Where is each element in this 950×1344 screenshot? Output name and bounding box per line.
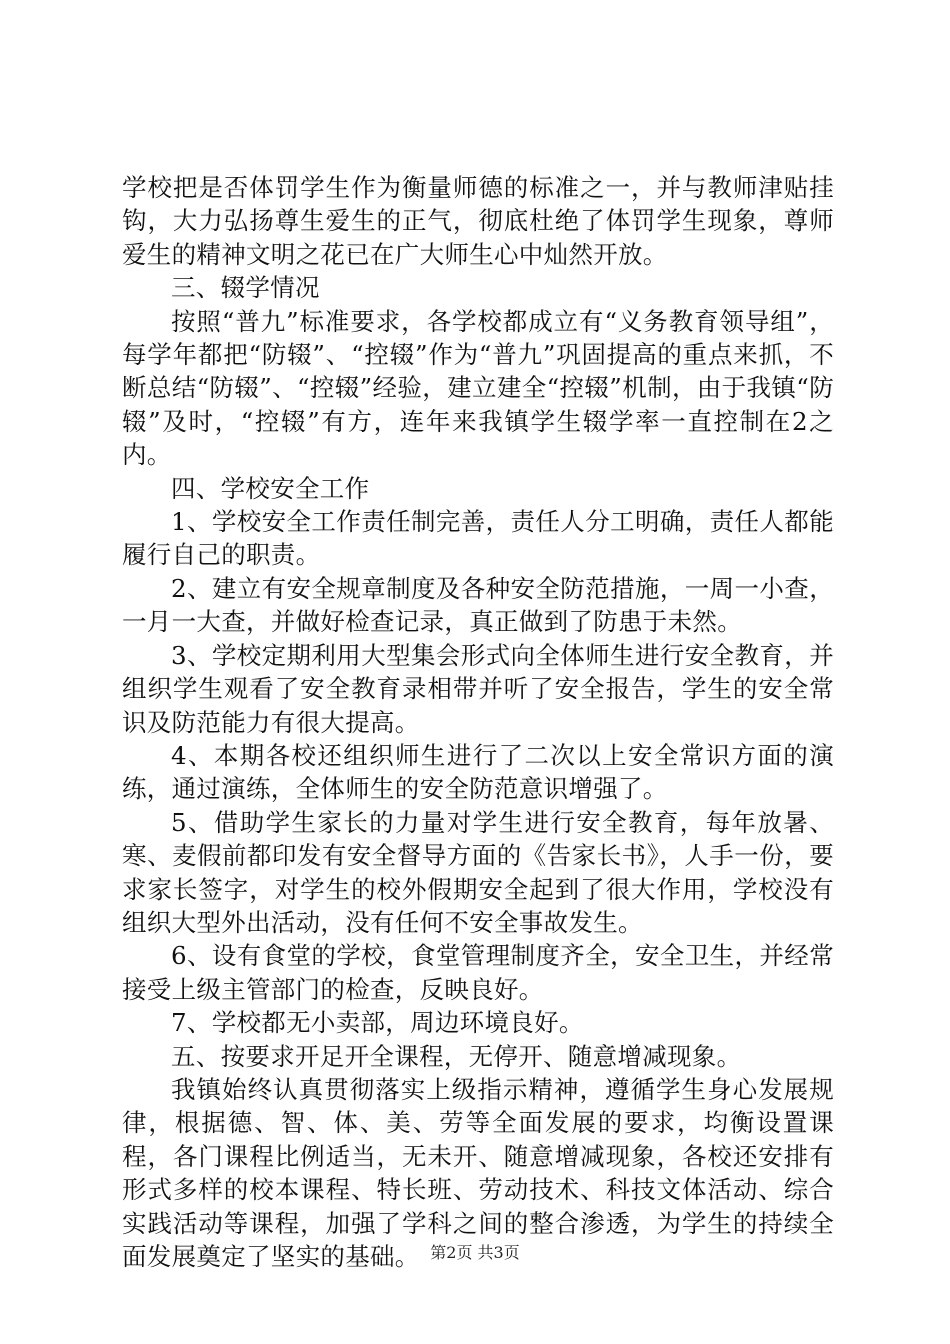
page-footer bbox=[0, 1243, 950, 1263]
safety-item-4: 4、本期各校还组织师生进行了二次以上安全常识方面的演练，通过演练，全体师生的安全防范意识增强了。 bbox=[122, 740, 834, 804]
safety-item-3: 3、学校定期利用大型集会形式向全体师生进行安全教育，并组织学生观看了安全教育录相带并听了安全报告，学生的安全常识及防范能力有很大提高。 bbox=[122, 640, 834, 737]
document-body bbox=[122, 171, 834, 1273]
section-heading-curriculum: 五、按要求开足开全课程，无停开、随意增减现象。 bbox=[171, 1041, 742, 1071]
page-number: 第2页 bbox=[430, 1243, 473, 1262]
paragraph-curriculum: 我镇始终认真贯彻落实上级指示精神，遵循学生身心发展规律，根据德、智、体、美、劳等全面发展的要求，均衡设置课程，各门课程比例适当，无未开、随意增减现象，各校还安排有形式多样的校本课程、特长班、劳动技术、科技文体活动、综合实践活动等课程，加强了学科之间的整合渗透，为学生的持续全面发展奠定了坚实的基础。 bbox=[122, 1074, 834, 1271]
safety-item-7: 7、学校都无小卖部，周边环境良好。 bbox=[171, 1008, 584, 1038]
section-heading-safety: 四、学校安全工作 bbox=[171, 473, 370, 503]
safety-item-1: 1、学校安全工作责任制完善，责任人分工明确，责任人都能履行自己的职责。 bbox=[122, 507, 834, 570]
paragraph-continuation: 学校把是否体罚学生作为衡量师德的标准之一，并与教师津贴挂钩，大力弘扬尊生爱生的正气，彻底杜绝了体罚学生现象，尊师爱生的精神文明之花已在广大师生心中灿然开放。 bbox=[122, 173, 834, 269]
safety-item-2: 2、建立有安全规章制度及各种安全防范措施，一周一小查，一月一大查，并做好检查记录，真正做到了防患于未然。 bbox=[122, 573, 834, 637]
safety-item-6: 6、设有食堂的学校，食堂管理制度齐全，安全卫生，并经常接受上级主管部门的检查，反映良好。 bbox=[122, 941, 834, 1004]
safety-item-5: 5、借助学生家长的力量对学生进行安全教育，每年放暑、寒、麦假前都印发有安全督导方面的《告家长书》，人手一份，要求家长签字，对学生的校外假期安全起到了很大作用，学校没有组织大型外出活动，没有任何不安全事故发生。 bbox=[122, 807, 834, 937]
paragraph-dropout: 按照“普九”标准要求，各学校都成立有“义务教育领导组”，每学年都把“防辍”、“控辍”作为“普九”巩固提高的重点来抓，不断总结“防辍”、“控辍”经验，建立建全“控辍”机制，由于我镇“防辍”及时，“控辍”有方，连年来我镇学生辍学率一直控制在2之内。 bbox=[122, 306, 834, 470]
page-total: 共3页 bbox=[477, 1243, 520, 1262]
section-heading-dropout: 三、辍学情况 bbox=[171, 273, 320, 303]
